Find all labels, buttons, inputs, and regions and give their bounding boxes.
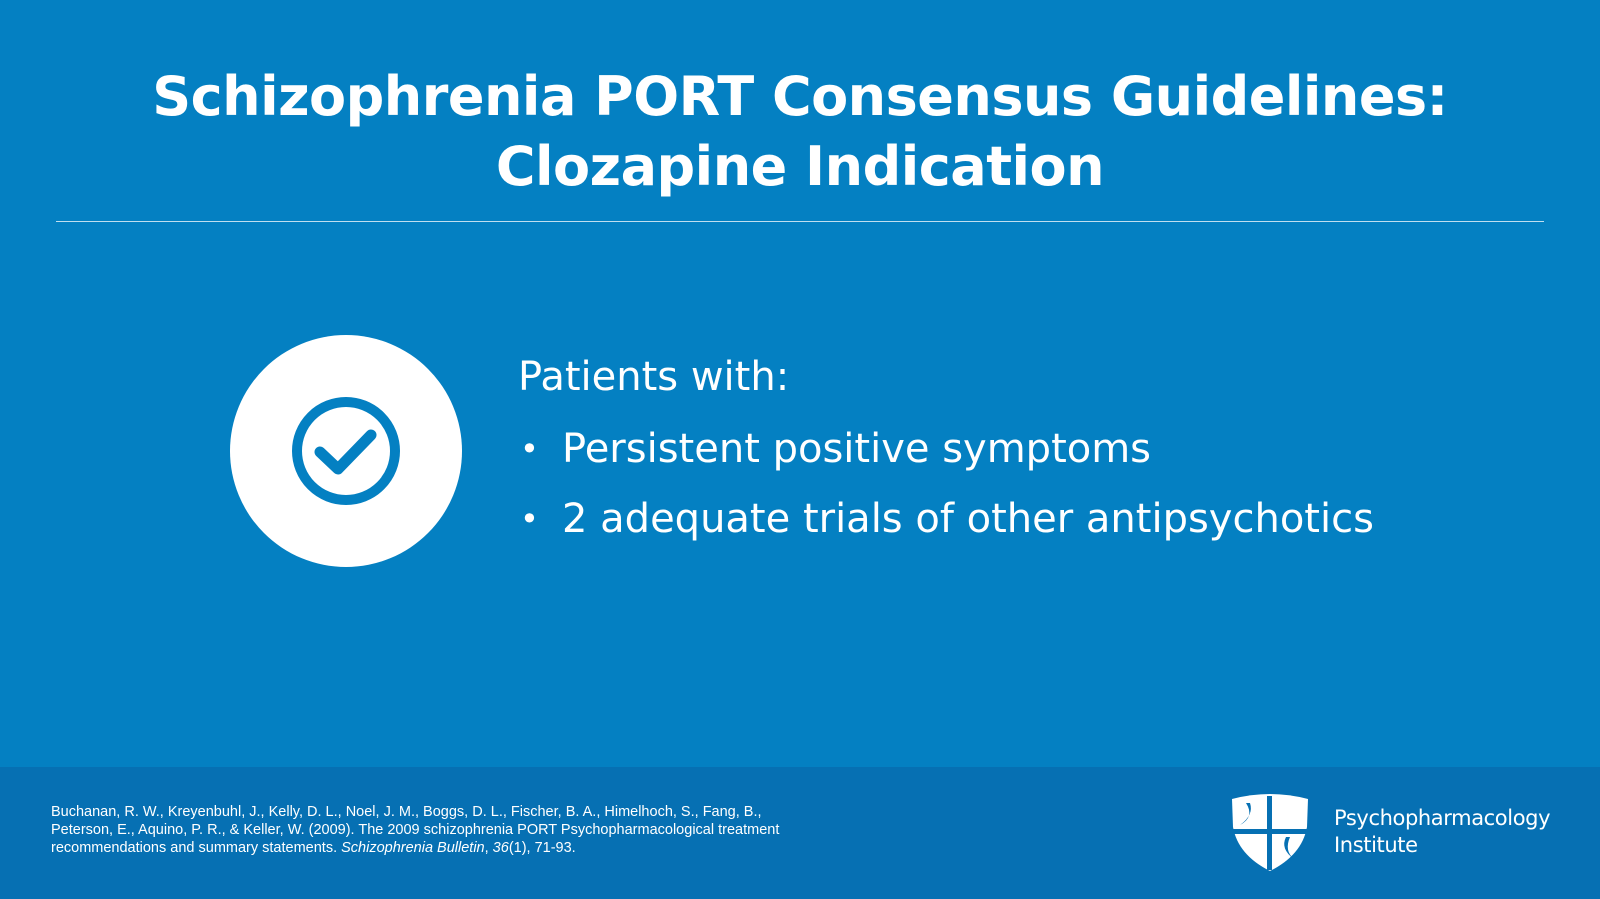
slide-title [0,62,1600,202]
bullet-item [518,422,1518,476]
slide-title-line-1: Schizophrenia PORT Consensus Guidelines: [152,65,1448,128]
citation-pages: (1), 71-93. [508,840,576,856]
citation-volume: 36 [492,840,509,856]
bullet-item [518,492,1518,546]
indication-content [518,350,1518,562]
citation-text: Buchanan, R. W., Kreyenbuhl, J., Kelly, D. L., Noel, J. M., Boggs, D. L., Fischer, B. A., Himelhoch, S., Fang, B., Peterson, E., Aquino, P. R., & Keller, W. (2009). The 2009 schizophrenia PORT Psychopharmacological treatment recommendations and summary statements. [51,804,780,856]
logo-line-1: Psychopharmacology [1334,806,1551,830]
check-circle-icon [291,396,401,506]
bullet-marker: • [520,500,539,538]
bullet-list [518,422,1518,546]
citation [51,803,811,857]
logo-line-2: Institute [1334,833,1418,857]
check-badge [230,335,462,567]
logo-wordmark [1334,805,1550,859]
bullet-text: Persistent positive symptoms [562,426,1152,472]
bullet-marker: • [520,430,539,468]
citation-separator: , [484,840,493,856]
footer-bar [0,767,1600,899]
institute-logo [1228,793,1558,875]
lead-text: Patients with: [518,354,790,400]
title-divider [56,221,1544,222]
slide-title-line-2: Clozapine Indication [495,135,1105,198]
bullet-text: 2 adequate trials of other antipsychotics [562,496,1374,542]
citation-journal: Schizophrenia Bulletin [341,840,485,856]
shield-logo-icon [1228,793,1312,873]
